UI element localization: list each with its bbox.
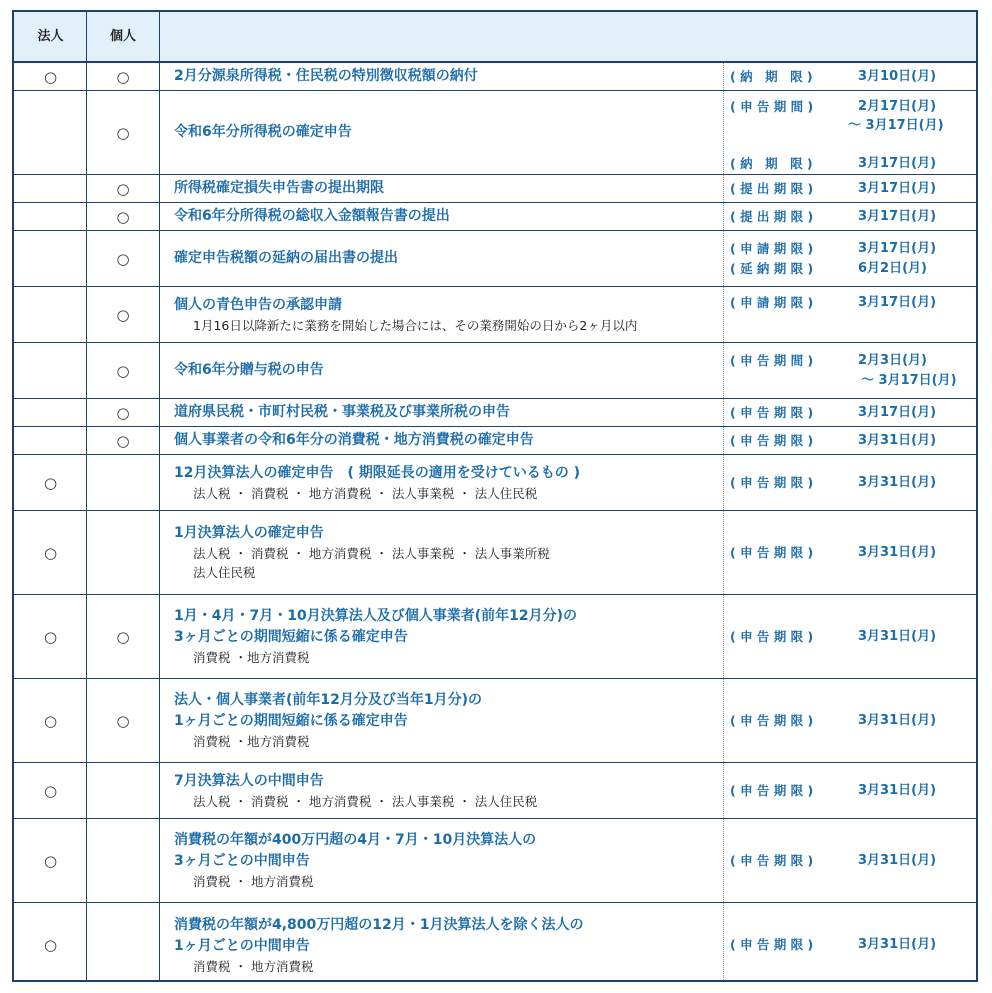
column-divider: [723, 63, 724, 980]
item-title-line: 1月決算法人の確定申告: [174, 525, 324, 541]
hojin-mark: [14, 343, 87, 398]
item-description: [174, 399, 719, 426]
item-title-line: 確定申告税額の延納の届出書の提出: [174, 250, 398, 266]
hojin-mark: ○: [43, 711, 58, 730]
deadline-entry: [726, 293, 976, 313]
hojin-mark: [14, 231, 87, 286]
item-detail-line: 法人税 ・ 消費税 ・ 地方消費税 ・ 法人事業税 ・ 法人住民税: [193, 485, 538, 501]
deadline-entry: [726, 473, 976, 493]
item-description: [174, 763, 719, 818]
item-title-line: 3ヶ月ごとの中間申告: [174, 853, 310, 869]
deadline-entry: [726, 67, 976, 87]
item-description: [174, 63, 719, 90]
deadline-label: ( 申 告 期 限 ): [730, 712, 814, 728]
deadline-label: ( 提 出 期 限 ): [730, 208, 814, 224]
item-description: [174, 903, 719, 987]
item-detail-line: 1月16日以降新たに業務を開始した場合には、その業務開始の日から2ヶ月以内: [193, 317, 638, 333]
deadline-date: 3月31日(月): [858, 474, 937, 490]
item-description: [174, 679, 719, 762]
item-title-line: 令和6年分所得税の総収入金額報告書の提出: [174, 208, 450, 224]
item-deadlines: [726, 399, 976, 426]
deadline-label: ( 納 期 限 ): [730, 156, 813, 171]
deadline-date: 3月31日(月): [858, 937, 937, 952]
deadline-date: 6月2日(月): [858, 260, 927, 276]
hojin-mark: ○: [43, 936, 58, 954]
deadline-label: ( 申 告 期 限 ): [730, 628, 814, 644]
kojin-mark: ○: [116, 403, 130, 422]
hojin-mark: [14, 203, 87, 230]
deadline-date: 2月3日(月): [858, 353, 927, 368]
hojin-mark: ○: [43, 627, 58, 646]
hojin-mark: ○: [43, 67, 58, 86]
kojin-mark: [87, 903, 159, 987]
item-deadlines: [726, 511, 976, 594]
deadline-label: ( 申 告 期 限 ): [730, 937, 814, 952]
kojin-mark: ○: [116, 207, 130, 226]
deadline-entry: [726, 97, 976, 116]
deadline-date: 3月17日(月): [858, 295, 937, 310]
item-detail-line: 消費税 ・地方消費税: [193, 734, 310, 749]
item-title-line: 令和6年分所得税の確定申告: [174, 124, 352, 140]
deadline-entry: [726, 851, 976, 871]
deadline-label: ( 申 告 期 限 ): [730, 852, 814, 868]
deadline-date: 3月10日(月): [858, 68, 937, 84]
kojin-mark: [87, 819, 159, 902]
hojin-mark: ○: [43, 851, 58, 870]
deadline-label: ( 申 請 期 限 ): [730, 295, 814, 310]
deadline-label: ( 申 告 期 限 ): [730, 404, 814, 420]
item-deadlines: [726, 427, 976, 454]
hojin-mark: ○: [43, 781, 58, 800]
deadline-date: 3月17日(月): [858, 240, 937, 256]
item-deadlines: [726, 903, 976, 987]
deadline-entry: [726, 179, 976, 199]
deadline-entry: [726, 711, 976, 731]
deadline-date: 3月31日(月): [858, 544, 937, 560]
item-description: [174, 595, 719, 678]
kojin-mark: [87, 455, 159, 510]
hojin-mark: [14, 287, 87, 342]
item-title-line: 1ヶ月ごとの期間短縮に係る確定申告: [174, 713, 408, 729]
item-title-line: 法人・個人事業者(前年12月分及び当年1月分)の: [174, 692, 483, 708]
deadline-entry: [726, 781, 976, 801]
deadline-entry: [726, 431, 976, 451]
deadline-date: ～ 3月17日(月): [848, 118, 944, 133]
hojin-mark: ○: [43, 543, 58, 562]
deadline-entry: [726, 403, 976, 423]
item-deadlines: [726, 203, 976, 230]
item-detail-line: 消費税 ・地方消費税: [193, 650, 310, 665]
item-title-line: 消費税の年額が4,800万円超の12月・1月決算法人を除く法人の: [174, 916, 584, 933]
deadline-date: 3月31日(月): [858, 852, 937, 868]
item-detail-line: 消費税 ・ 地方消費税: [193, 874, 314, 889]
item-deadlines: [726, 343, 976, 398]
item-description: [174, 455, 719, 510]
hojin-mark: [14, 175, 87, 202]
item-title-line: 1ヶ月ごとの中間申告: [174, 937, 310, 954]
item-deadlines: [726, 819, 976, 902]
deadline-entry: [726, 543, 976, 563]
item-deadlines: [726, 175, 976, 202]
deadline-entry: [726, 154, 976, 173]
kojin-mark: [87, 763, 159, 818]
deadline-date: 3月17日(月): [858, 208, 937, 224]
deadline-date: 2月17日(月): [858, 99, 937, 114]
hojin-mark: [14, 399, 87, 426]
deadline-entry: [726, 135, 976, 154]
item-detail-line: 法人住民税: [193, 565, 256, 580]
deadline-entry: [726, 116, 976, 135]
item-deadlines: [726, 595, 976, 678]
kojin-mark: ○: [116, 361, 130, 380]
deadline-label: ( 申 告 期 限 ): [730, 432, 814, 448]
item-deadlines: [726, 91, 976, 174]
deadline-label: ( 申 告 期 間 ): [730, 353, 814, 368]
deadline-label: ( 申 告 期 間 ): [730, 99, 814, 114]
item-description: [174, 203, 719, 230]
item-deadlines: [726, 231, 976, 286]
item-title-line: 道府県民税・市町村民税・事業税及び事業所税の申告: [174, 404, 510, 420]
item-title-line: 1月・4月・7月・10月決算法人及び個人事業者(前年12月分)の: [174, 608, 577, 624]
item-description: [174, 231, 719, 286]
hojin-mark: [14, 91, 87, 174]
item-title-line: 3ヶ月ごとの期間短縮に係る確定申告: [174, 629, 408, 645]
column-divider: [159, 12, 160, 980]
deadline-entry: [726, 239, 976, 259]
deadline-label: ( 申 告 期 限 ): [730, 544, 814, 560]
item-deadlines: [726, 287, 976, 342]
kojin-mark: ○: [116, 67, 130, 86]
deadline-entry: [726, 351, 976, 371]
item-title-line: 12月決算法人の確定申告 ( 期限延長の適用を受けているもの ): [174, 464, 581, 481]
item-title-line: 令和6年分贈与税の申告: [174, 362, 324, 378]
deadline-date: 3月17日(月): [858, 404, 937, 420]
item-title-line: 消費税の年額が400万円超の4月・7月・10月決算法人の: [174, 832, 537, 848]
kojin-mark: [87, 511, 159, 594]
kojin-mark: ○: [116, 627, 130, 646]
deadline-date: 3月31日(月): [858, 712, 937, 728]
deadline-label: ( 納 期 限 ): [730, 68, 813, 84]
deadline-entry: [726, 207, 976, 227]
item-description: [174, 91, 719, 174]
item-title-line: 個人の青色申告の承認申請: [174, 296, 342, 313]
column-divider: [86, 12, 87, 980]
deadline-label: ( 提 出 期 限 ): [730, 180, 814, 196]
deadline-label: ( 申 請 期 限 ): [730, 240, 814, 256]
deadline-label: ( 申 告 期 限 ): [730, 782, 814, 798]
header-hojin: 法人: [37, 29, 64, 44]
item-description: [174, 287, 719, 342]
item-title-line: 7月決算法人の中間申告: [174, 772, 324, 789]
deadline-date: ～ 3月17日(月): [848, 373, 957, 388]
item-description: [174, 343, 719, 398]
item-deadlines: [726, 63, 976, 90]
deadline-date: 3月31日(月): [858, 628, 937, 644]
item-deadlines: [726, 455, 976, 510]
deadline-date: 3月17日(月): [858, 156, 937, 171]
kojin-mark: ○: [116, 179, 130, 198]
deadline-label: ( 申 告 期 限 ): [730, 474, 814, 490]
header-content: [159, 12, 976, 61]
hojin-mark: [14, 427, 87, 454]
kojin-mark: ○: [116, 305, 130, 324]
deadline-entry: [726, 627, 976, 647]
item-detail-line: 消費税 ・ 地方消費税: [193, 958, 314, 974]
kojin-mark: ○: [116, 431, 130, 450]
item-title-line: 個人事業者の令和6年分の消費税・地方消費税の確定申告: [174, 432, 534, 448]
item-deadlines: [726, 763, 976, 818]
item-detail-line: 法人税 ・ 消費税 ・ 地方消費税 ・ 法人事業税 ・ 法人事業所税: [193, 546, 550, 561]
deadline-date: 3月31日(月): [858, 432, 937, 448]
kojin-mark: ○: [116, 249, 130, 268]
item-description: [174, 427, 719, 454]
item-title-line: 2月分源泉所得税・住民税の特別徴収税額の納付: [174, 68, 478, 84]
item-description: [174, 511, 719, 594]
item-title-line: 所得税確定損失申告書の提出期限: [174, 180, 384, 196]
deadline-date: 3月31日(月): [858, 782, 937, 798]
header-kojin: 個人: [109, 29, 136, 44]
hojin-mark: ○: [43, 473, 58, 492]
kojin-mark: ○: [116, 711, 130, 730]
deadline-date: 3月17日(月): [858, 180, 937, 196]
tax-schedule-table: [12, 10, 978, 982]
deadline-entry: [726, 371, 976, 391]
item-description: [174, 175, 719, 202]
deadline-entry: [726, 935, 976, 955]
deadline-label: ( 延 納 期 限 ): [730, 260, 814, 276]
deadline-entry: [726, 259, 976, 279]
item-detail-line: 法人税 ・ 消費税 ・ 地方消費税 ・ 法人事業税 ・ 法人住民税: [193, 793, 538, 809]
item-deadlines: [726, 679, 976, 762]
item-description: [174, 819, 719, 902]
kojin-mark: ○: [116, 123, 130, 142]
